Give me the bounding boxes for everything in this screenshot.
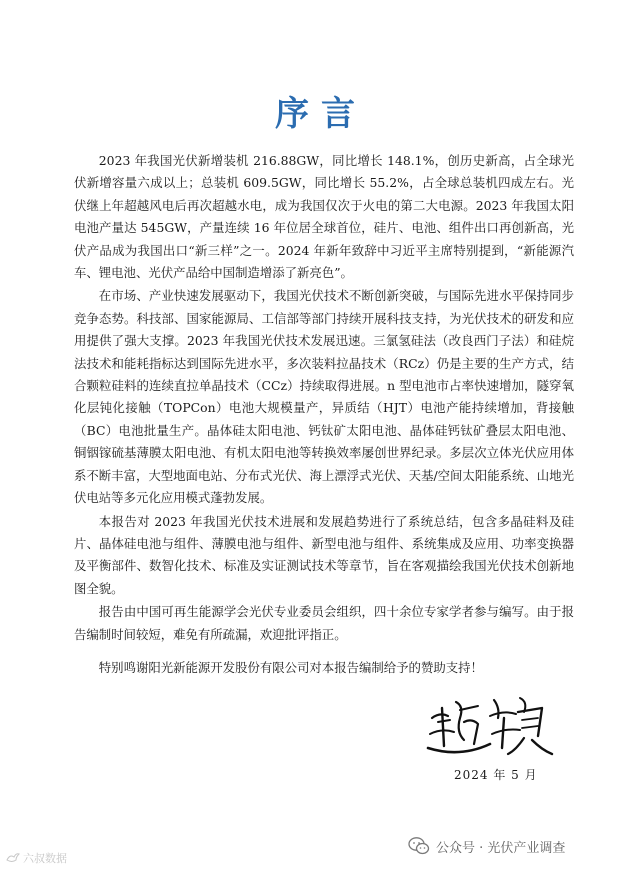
watermark-right-text: 公众号 · 光伏产业调查: [436, 840, 566, 856]
handwritten-signature: [420, 688, 560, 762]
paragraph-2: 在市场、产业快速发展驱动下，我国光伏技术不断创新突破，与国际先进水平保持同步竞争态势。科技部、国家能源局、工信部等部门持续开展科技支持，为光伏技术的研发和应用提供了强大支撑。2023 年我国光伏技术发展迅速。三氯氢硅法（改良西门子法）和硅烷法技术和能耗指标达到国际先进水平，多次装料拉晶技术（RCz）仍是主要的生产方式，结合颗粒硅料的连续直拉单晶技术（CCz）持续取得进展。n 型电池市占率快速增加，隧穿氧化层钝化接触（TOPCon）电池大规模量产，异质结（HJT）电池产能持续增加，背接触（BC）电池批量生产。晶体硅太阳电池、钙钛矿太阳电池、晶体硅钙钛矿叠层太阳电池、铜铟镓硫基薄膜太阳电池、有机太阳电池等转换效率屡创世界纪录。多层次立体光伏应用体系不断丰富，大型地面电站、分布式光伏、海上漂浮式光伏、天基/空间太阳能系统、山地光伏电站等多元化应用模式蓬勃发展。: [74, 288, 574, 506]
paragraph-3: 本报告对 2023 年我国光伏技术进展和发展趋势进行了系统总结，包含多晶硅料及硅片、晶体硅电池与组件、薄膜电池与组件、新型电池与组件、系统集成及应用、功率变换器及平衡部件、数智化技术、标准及实证测试技术等章节，旨在客观描绘我国光伏技术创新地图全貌。: [74, 513, 574, 596]
paragraph-1: 2023 年我国光伏新增装机 216.88GW，同比增长 148.1%，创历史新高，占全球光伏新增容量六成以上；总装机 609.5GW，同比增长 55.2%，占全球总装机四成左右。光伏继上年超越风电后再次超越水电，成为我国仅次于火电的第二大电源。2023 年我国太阳电池产量达 545GW，产量连续 16 年位居全球首位，硅片、电池、组件出口再创新高，光伏产品成为我国出口“新三样”之一。2024 年新年致辞中习近平主席特别提到，“新能源汽车、锂电池、光伏产品给中国制造增添了新亮色”。: [74, 153, 574, 281]
page-title: 序言: [275, 94, 367, 134]
watermark-left: [6, 850, 67, 866]
watermark-right: [408, 836, 565, 856]
paragraph-4: 报告由中国可再生能源学会光伏专业委员会组织，四十余位专家学者参与编写。由于报告编制时间较短，难免有所疏漏，欢迎批评指正。: [74, 604, 574, 642]
watermark-left-text: 六叔数据: [23, 852, 67, 865]
preface-body: [74, 150, 574, 647]
acknowledgement: 特别鸣谢阳光新能源开发股份有限公司对本报告编制给予的赞助支持！: [98, 660, 483, 675]
date: 2024 年 5 月: [454, 768, 538, 782]
bird-logo-icon: [6, 852, 20, 864]
wechat-icon: [408, 836, 430, 856]
